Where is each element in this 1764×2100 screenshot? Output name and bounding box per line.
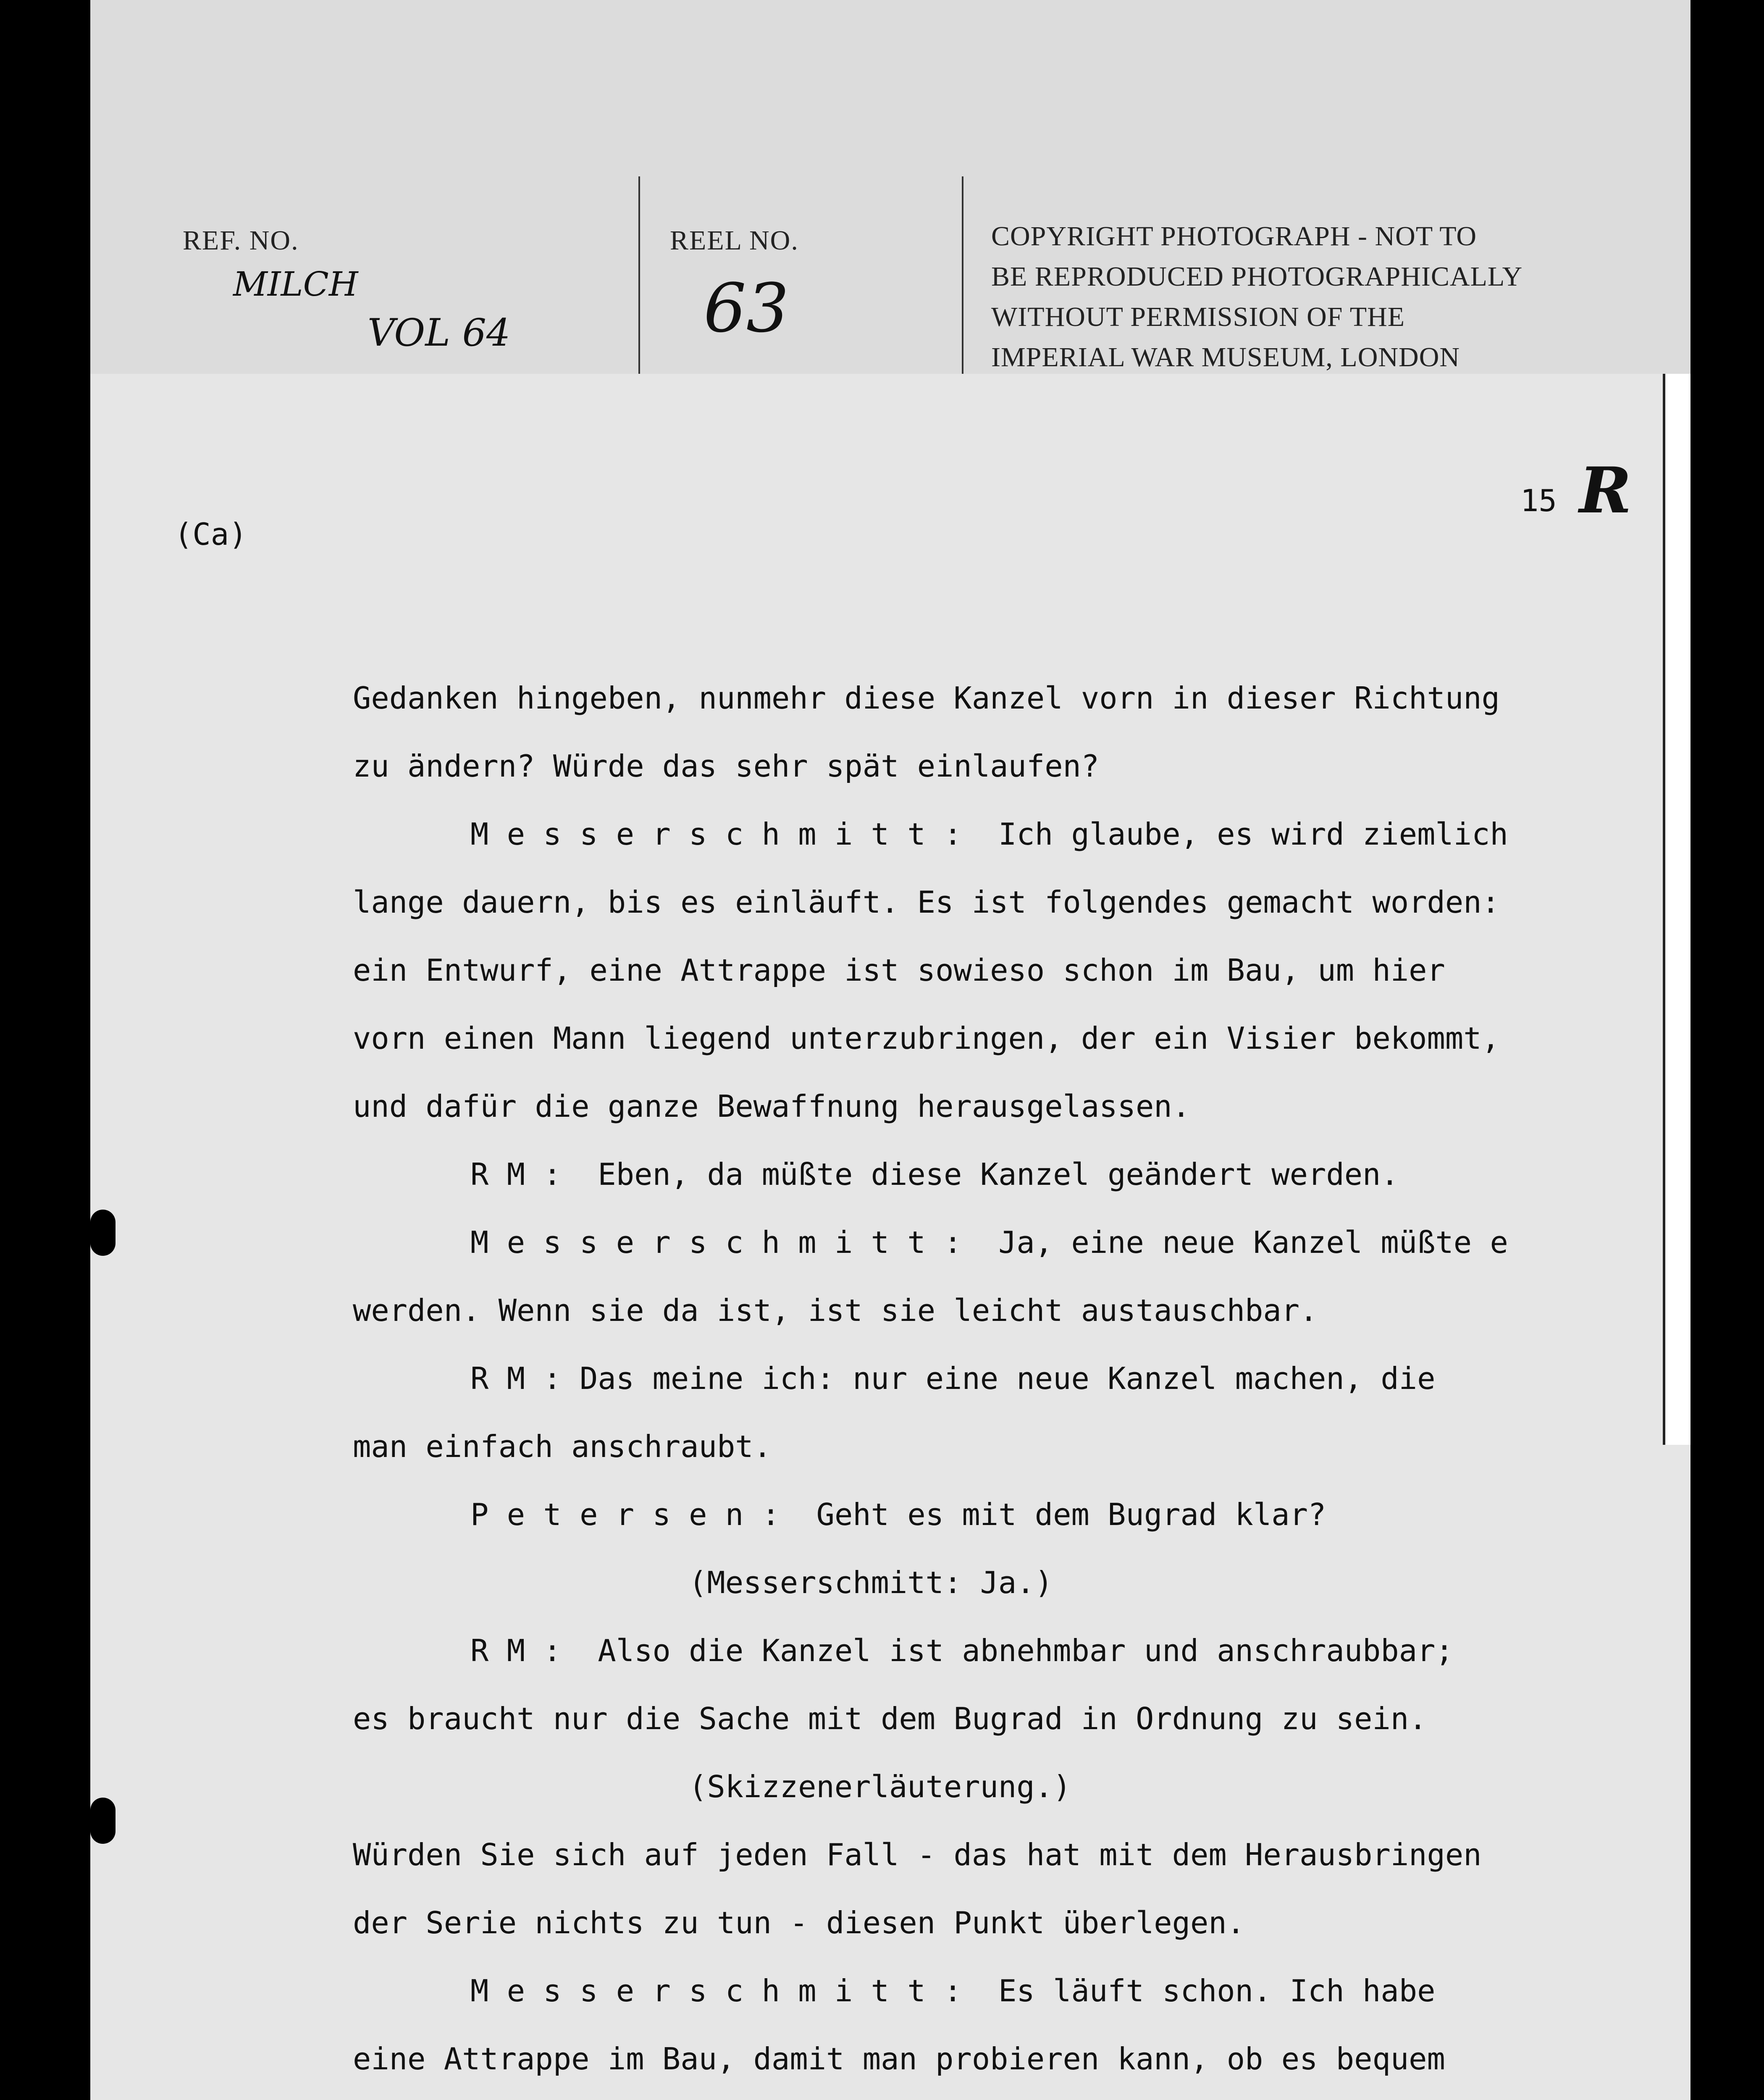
- header-divider: [962, 176, 963, 374]
- text-line: man einfach anschraubt.: [353, 1429, 772, 1464]
- text-line: eine Attrappe im Bau, damit man probieren kann, ob es bequem: [353, 2041, 1445, 2076]
- text-line: Würden Sie sich auf jeden Fall - das hat mit dem Herausbringen: [353, 1837, 1482, 1872]
- margin-label: (Ca): [174, 517, 247, 552]
- reel-no-label: REEL NO.: [670, 225, 799, 256]
- binding-hole: [90, 1210, 116, 1256]
- stage-direction: (Messerschmitt: Ja.): [689, 1565, 1053, 1600]
- copyright-notice: [991, 216, 1522, 378]
- text-line: und dafür die ganze Bewaffnung herausgelassen.: [353, 1089, 1190, 1124]
- copyright-line: BE REPRODUCED PHOTOGRAPHICALLY: [991, 261, 1523, 292]
- speaker-line: M e s s e r s c h m i t t : Ich glaube, es wird ziemlich: [470, 816, 1508, 852]
- text-line: lange dauern, bis es einläuft. Es ist folgendes gemacht worden:: [353, 885, 1500, 920]
- page-edge: [1663, 374, 1690, 1445]
- text-line: es braucht nur die Sache mit dem Bugrad in Ordnung zu sein.: [353, 1701, 1427, 1736]
- handwritten-initial: R: [1579, 454, 1632, 528]
- speaker-line: M e s s e r s c h m i t t : Ja, eine neue Kanzel müßte e: [470, 1225, 1508, 1260]
- speaker-line: R M : Eben, da müßte diese Kanzel geändert werden.: [470, 1157, 1399, 1192]
- page-number: 15: [1520, 483, 1557, 518]
- text-line: vorn einen Mann liegend unterzubringen, der ein Visier bekommt,: [353, 1021, 1500, 1056]
- stage-direction: (Skizzenerläuterung.): [689, 1769, 1071, 1804]
- text-line: ein Entwurf, eine Attrappe ist sowieso schon im Bau, um hier: [353, 953, 1445, 988]
- speaker-line: M e s s e r s c h m i t t : Es läuft schon. Ich habe: [470, 1973, 1436, 2008]
- speaker-line: R M : Also die Kanzel ist abnehmbar und anschraubbar;: [470, 1633, 1454, 1668]
- speaker-line: P e t e r s e n : Geht es mit dem Bugrad klar?: [470, 1497, 1326, 1532]
- text-line: zu ändern? Würde das sehr spät einlaufen?: [353, 748, 1100, 784]
- speaker-line: R M : Das meine ich: nur eine neue Kanzel machen, die: [470, 1361, 1436, 1396]
- ref-handwritten-volume: VOL 64: [368, 311, 511, 355]
- copyright-line: IMPERIAL WAR MUSEUM, LONDON: [991, 342, 1460, 373]
- header-divider: [638, 176, 640, 374]
- text-line: der Serie nichts zu tun - diesen Punkt überlegen.: [353, 1905, 1245, 1940]
- copyright-line: COPYRIGHT PHOTOGRAPH - NOT TO: [991, 221, 1477, 252]
- ref-no-label: REF. NO.: [183, 225, 299, 256]
- archive-header: [90, 0, 1690, 374]
- text-line: werden. Wenn sie da ist, ist sie leicht austauschbar.: [353, 1293, 1318, 1328]
- binding-hole: [90, 1798, 116, 1844]
- copyright-line: WITHOUT PERMISSION OF THE: [991, 302, 1405, 332]
- ref-handwritten-name: MILCH: [233, 265, 358, 304]
- text-line: Gedanken hingeben, nunmehr diese Kanzel vorn in dieser Richtung: [353, 680, 1500, 716]
- reel-handwritten-number: 63: [704, 269, 789, 347]
